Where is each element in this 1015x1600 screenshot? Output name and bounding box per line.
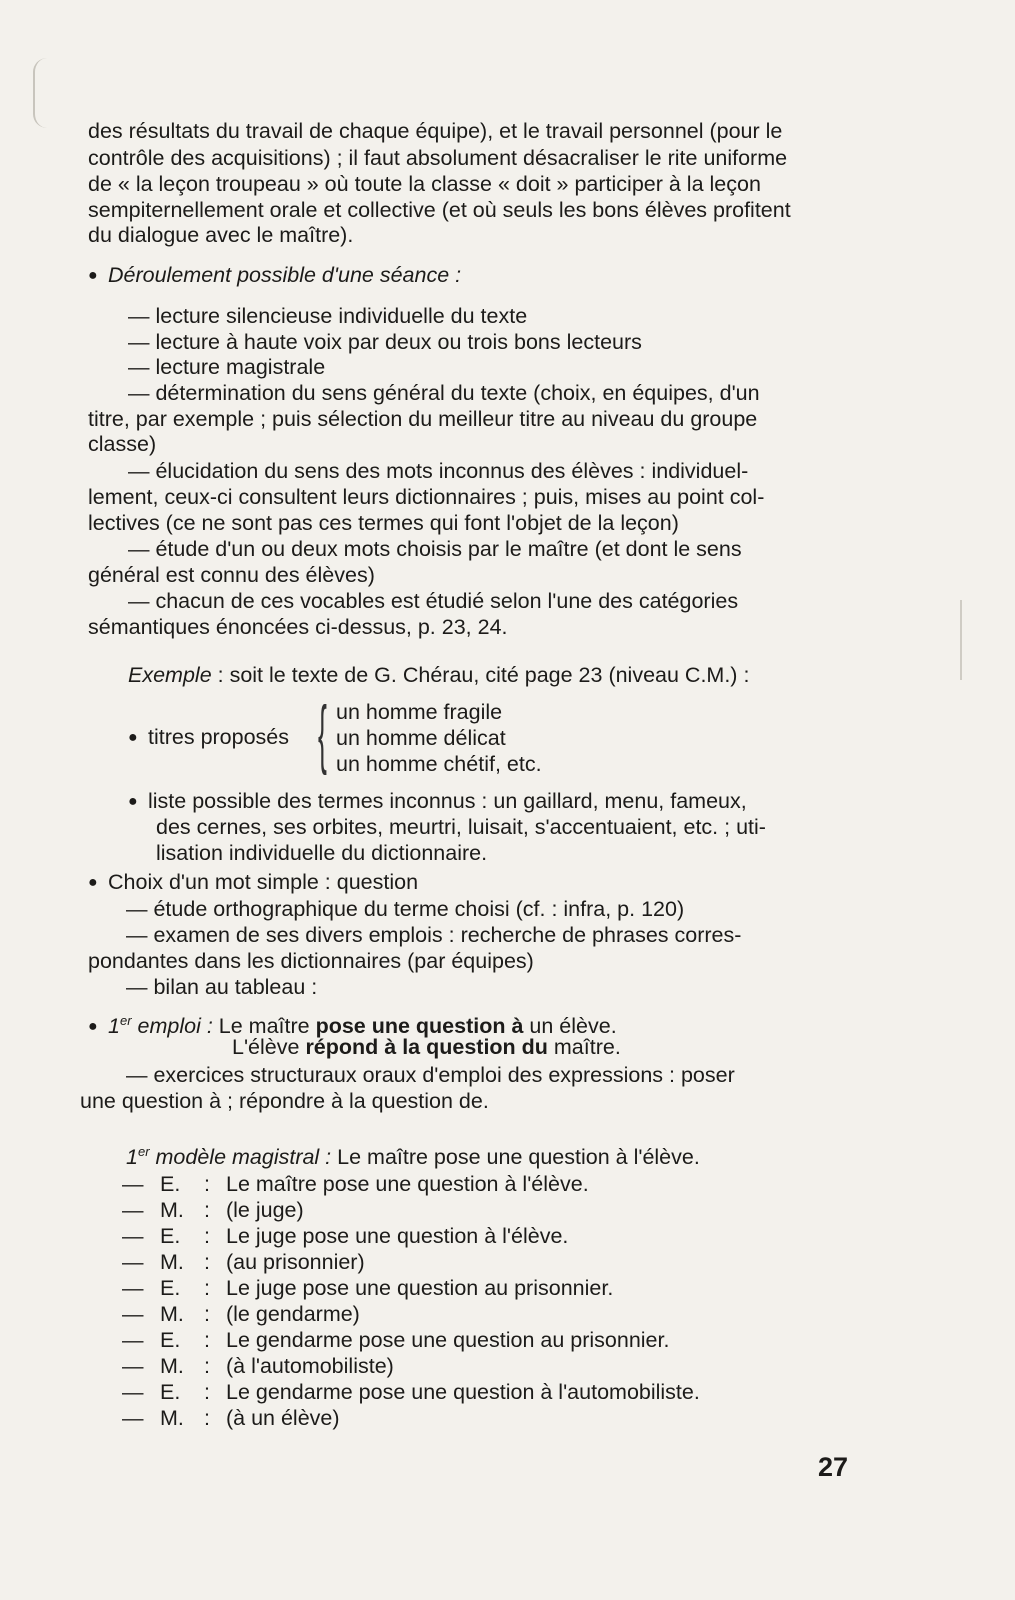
- dialogue-colon: :: [204, 1302, 210, 1326]
- dialogue-speaker: M.: [160, 1302, 184, 1326]
- intro-line-2: contrôle des acquisitions) ; il faut absolument désacraliser le rite uniforme: [88, 146, 788, 170]
- dialogue-colon: :: [204, 1198, 210, 1222]
- intro-line-1: des résultats du travail de chaque équipe), et le travail personnel (pour le: [88, 119, 783, 143]
- step-line: — lecture à haute voix par deux ou trois bons lecteurs: [128, 330, 642, 354]
- choice-line: [88, 869, 418, 896]
- dialogue-dash: —: [122, 1172, 144, 1196]
- titles-label: titres proposés: [148, 725, 290, 749]
- emploi-num: 1: [108, 1014, 120, 1039]
- dialogue-text: (le juge): [226, 1198, 304, 1222]
- bullet-icon: ●: [128, 729, 138, 746]
- dialogue-dash: —: [122, 1250, 144, 1274]
- dialogue-text: (au prisonnier): [226, 1250, 365, 1274]
- emploi-l2-post: maître.: [547, 1035, 621, 1059]
- dialogue-text: (le gendarme): [226, 1302, 360, 1326]
- exercise-line: — exercices structuraux oraux d'emploi des expressions : poser: [126, 1063, 735, 1087]
- dialogue-text: Le juge pose une question au prisonnier.: [226, 1276, 614, 1300]
- dialogue-text: Le maître pose une question à l'élève.: [226, 1172, 589, 1196]
- step-line: général est connu des élèves): [88, 563, 375, 587]
- dialogue-dash: —: [122, 1302, 144, 1326]
- dialogue-text: Le juge pose une question à l'élève.: [226, 1224, 569, 1248]
- intro-line-3: de « la leçon troupeau » où toute la classe « doit » participer à la leçon: [88, 172, 761, 196]
- titles-label-line: [128, 724, 289, 751]
- step-line: — chacun de ces vocables est étudié selon l'une des catégories: [128, 589, 739, 613]
- emploi-line-2: [232, 1034, 621, 1060]
- exercise-line: une question à ; répondre à la question de.: [80, 1089, 489, 1113]
- dialogue-speaker: E.: [160, 1380, 181, 1404]
- emploi-bold: pose une question à: [315, 1014, 524, 1039]
- choice-text: Choix d'un mot simple : question: [108, 870, 419, 894]
- choice-step: — bilan au tableau :: [126, 975, 318, 999]
- brace-icon: {: [318, 691, 327, 776]
- emploi-l2-pre: L'élève: [232, 1035, 306, 1059]
- step-line: — lecture silencieuse individuelle du texte: [128, 304, 528, 328]
- terms-text: liste possible des termes inconnus : un gaillard, menu, fameux,: [148, 789, 747, 813]
- terms-line: des cernes, ses orbites, meurtri, luisait, s'accentuaient, etc. ; uti-: [156, 815, 766, 839]
- dialogue-colon: :: [204, 1250, 210, 1274]
- margin-pencil-mark: [33, 58, 49, 128]
- intro-line-4: sempiternellement orale et collective (et où seuls les bons élèves profitent: [88, 198, 791, 222]
- emploi-label: emploi :: [131, 1014, 213, 1039]
- step-line: — élucidation du sens des mots inconnus des élèves : individuel-: [128, 459, 749, 483]
- step-line: — lecture magistrale: [128, 355, 326, 379]
- dialogue-colon: :: [204, 1406, 210, 1430]
- page-number: 27: [818, 1452, 849, 1482]
- dialogue-colon: :: [204, 1224, 210, 1248]
- dialogue-dash: —: [122, 1198, 144, 1222]
- dialogue-text: Le gendarme pose une question au prisonnier.: [226, 1328, 670, 1352]
- bullet-icon: ●: [88, 874, 98, 891]
- dialogue-text: (à l'automobiliste): [226, 1354, 394, 1378]
- step-line: lectives (ce ne sont pas ces termes qui font l'objet de la leçon): [88, 511, 679, 535]
- example-text: : soit le texte de G. Chérau, cité page 23 (niveau C.M.) :: [211, 663, 750, 687]
- dialogue-speaker: E.: [160, 1224, 181, 1248]
- step-line: titre, par exemple ; puis sélection du meilleur titre au niveau du groupe: [88, 407, 758, 431]
- model-num: 1: [126, 1145, 138, 1170]
- dialogue-speaker: M.: [160, 1198, 184, 1222]
- section-heading-text: Déroulement possible d'une séance :: [108, 263, 462, 287]
- title-option: un homme délicat: [336, 726, 506, 750]
- model-text: Le maître pose une question à l'élève.: [331, 1145, 700, 1170]
- step-line: — détermination du sens général du texte (choix, en équipes, d'un: [128, 381, 760, 405]
- choice-step: pondantes dans les dictionnaires (par équipes): [88, 949, 534, 973]
- edge-shadow-mark: [960, 600, 962, 680]
- dialogue-colon: :: [204, 1172, 210, 1196]
- dialogue-speaker: M.: [160, 1354, 184, 1378]
- step-line: classe): [88, 432, 157, 456]
- dialogue-dash: —: [122, 1380, 144, 1404]
- dialogue-speaker: M.: [160, 1406, 184, 1430]
- dialogue-text: Le gendarme pose une question à l'automobiliste.: [226, 1380, 700, 1404]
- intro-line-5: du dialogue avec le maître).: [88, 223, 354, 247]
- dialogue-speaker: E.: [160, 1328, 181, 1352]
- emploi-pre: Le maître: [212, 1014, 316, 1039]
- dialogue-colon: :: [204, 1380, 210, 1404]
- bullet-icon: ●: [88, 1018, 98, 1036]
- dialogue-dash: —: [122, 1406, 144, 1430]
- example-label: Exemple: [128, 663, 212, 687]
- dialogue-speaker: E.: [160, 1172, 181, 1196]
- step-line: lement, ceux-ci consultent leurs dictionnaires ; puis, mises au point col-: [88, 485, 765, 509]
- model-sup: er: [137, 1144, 150, 1159]
- dialogue-speaker: E.: [160, 1276, 181, 1300]
- terms-line: lisation individuelle du dictionnaire.: [156, 841, 488, 865]
- bullet-icon: ●: [128, 793, 138, 810]
- emploi-l2-bold: répond à la question du: [305, 1035, 548, 1059]
- step-line: sémantiques énoncées ci-dessus, p. 23, 24.: [88, 615, 508, 639]
- dialogue-speaker: M.: [160, 1250, 184, 1274]
- dialogue-dash: —: [122, 1354, 144, 1378]
- dialogue-colon: :: [204, 1328, 210, 1352]
- model-label: modèle magistral :: [149, 1145, 332, 1170]
- section-heading: [88, 262, 461, 289]
- title-option: un homme chétif, etc.: [336, 752, 542, 776]
- dialogue-dash: —: [122, 1276, 144, 1300]
- step-line: — étude d'un ou deux mots choisis par le maître (et dont le sens: [128, 537, 742, 561]
- title-option: un homme fragile: [336, 700, 503, 724]
- bullet-icon: ●: [88, 267, 98, 284]
- dialogue-dash: —: [122, 1328, 144, 1352]
- dialogue-colon: :: [204, 1276, 210, 1300]
- model-line: [126, 1139, 700, 1170]
- example-line: [128, 662, 749, 688]
- dialogue-colon: :: [204, 1354, 210, 1378]
- dialogue-dash: —: [122, 1224, 144, 1248]
- choice-step: — étude orthographique du terme choisi (cf. : infra, p. 120): [126, 897, 685, 921]
- choice-step: — examen de ses divers emplois : recherche de phrases corres-: [126, 923, 742, 947]
- emploi-post: un élève.: [523, 1014, 617, 1039]
- emploi-sup: er: [119, 1013, 132, 1028]
- dialogue-text: (à un élève): [226, 1406, 340, 1430]
- terms-line: [128, 788, 747, 815]
